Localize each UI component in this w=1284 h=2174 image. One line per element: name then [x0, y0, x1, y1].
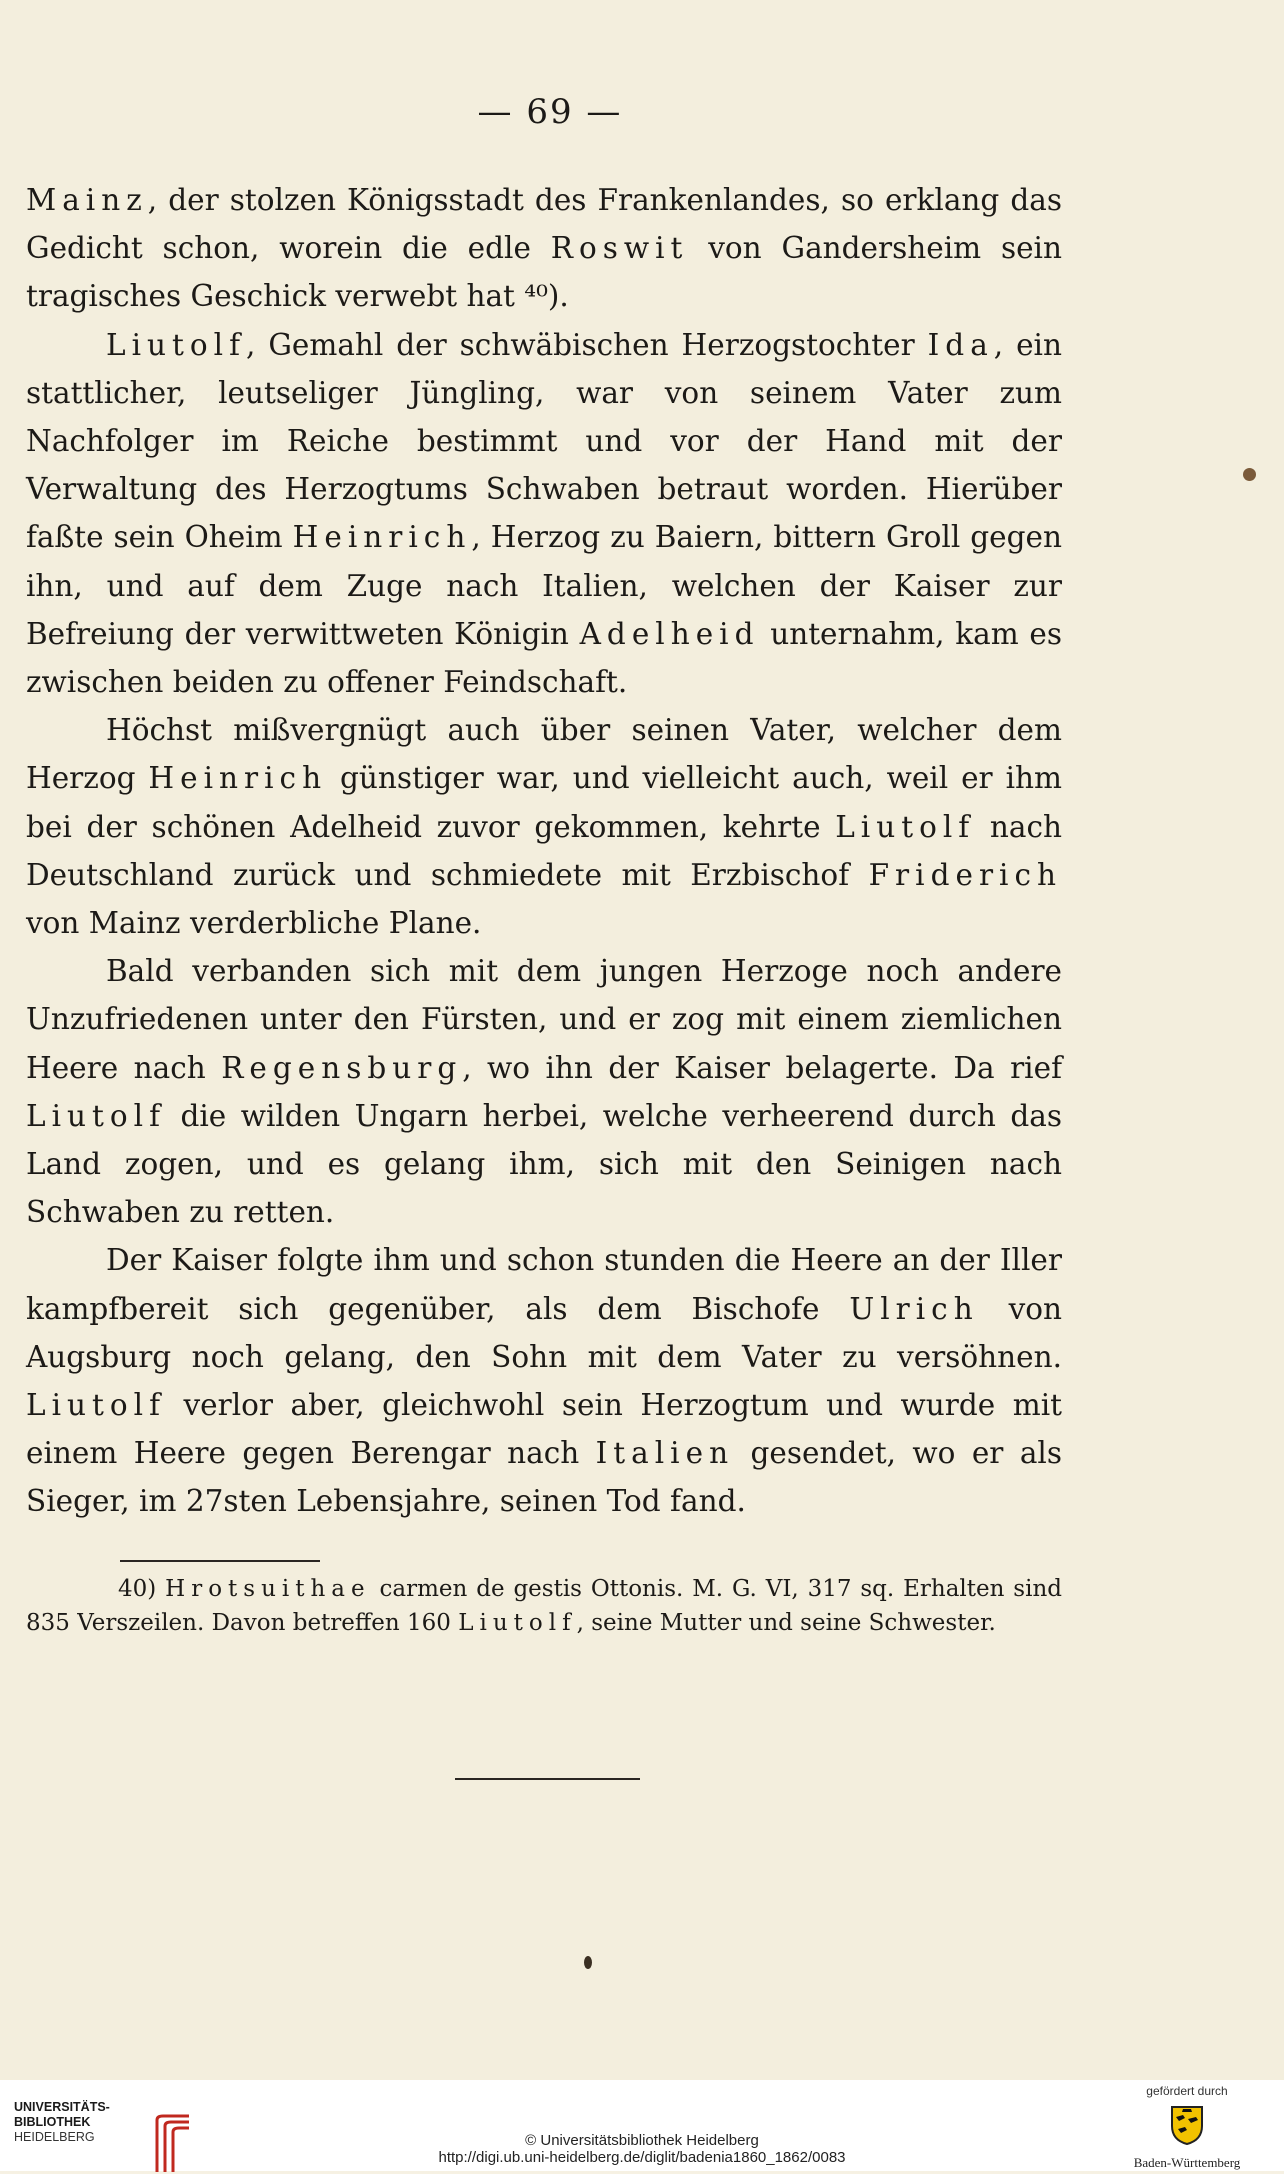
text-run: verlor aber, gleichwohl sein Herzogtum und wurde mit einem Heere gegen Berengar nach [26, 1388, 1062, 1471]
footnote-divider [120, 1560, 320, 1562]
text-run: gesendet, wo er als Sieger, im 27sten Lebensjahre, seinen Tod fand. [26, 1436, 1062, 1519]
text-run: Der Kaiser folgte ihm und schon stunden die Heere an der Iller kampfbereit sich gegenüber, als dem Bischofe [26, 1243, 1062, 1326]
library-name-line3: HEIDELBERG [14, 2130, 95, 2144]
paragraph [26, 321, 1062, 707]
text-run: Bald verbanden sich mit dem jungen Herzoge noch andere Unzufriedenen unter den Fürsten, und er zog mit einem ziemlichen Heere nach [26, 954, 1062, 1085]
end-divider [455, 1778, 640, 1780]
spaced-name: Regensburg [221, 1050, 463, 1085]
ink-speck [584, 1956, 592, 1969]
spaced-name: Liutolf [458, 1610, 577, 1636]
spaced-name: Liutolf [26, 1098, 166, 1133]
text-run: unternahm, kam es zwischen beiden zu offener Feindschaft. [26, 616, 1062, 700]
footer-credits [0, 2132, 1284, 2166]
spaced-name: Italien [595, 1436, 735, 1471]
text-run: , Gemahl der schwäbischen Herzogstochter [246, 327, 928, 362]
coat-of-arms-icon [1169, 2104, 1205, 2146]
spaced-name: Heinrich [148, 761, 328, 796]
spaced-name: Hrotsuithae [165, 1576, 371, 1602]
source-url-link[interactable]: http://digi.ub.uni-heidelberg.de/diglit/badenia1860_1862/0083 [438, 2149, 846, 2166]
footnote-text [26, 1576, 1062, 1636]
paragraph [26, 176, 1062, 321]
page-number: — 69 — [477, 92, 623, 132]
spaced-name: Ulrich [849, 1291, 979, 1326]
spaced-name: Liutolf [26, 1388, 166, 1423]
spaced-name: Roswit [550, 231, 689, 266]
paragraph [26, 947, 1062, 1236]
text-run: Höchst mißvergnügt auch über seinen Vater, welcher dem Herzog [26, 713, 1062, 796]
text-run: von Mainz verderbliche Plane. [26, 906, 482, 941]
spaced-name: Adelheid [579, 616, 760, 651]
text-run: nach Deutschland zurück und schmiedete mit Erzbischof [26, 809, 1062, 892]
body-text [26, 176, 1062, 1526]
text-run: carmen de gestis Ottonis. M. G. VI, 317 sq. Erhalten sind 835 Verszeilen. Davon betreffen 160 [26, 1576, 1063, 1636]
footer-bar [0, 2080, 1284, 2171]
library-name-line1: UNIVERSITÄTS- [14, 2100, 110, 2114]
paragraph [26, 706, 1062, 947]
text-run: , wo ihn der Kaiser belagerte. Da rief [462, 1050, 1062, 1085]
funder-name: Baden-Württemberg [1133, 2155, 1241, 2170]
spaced-name: Ida [927, 327, 994, 362]
copyright-text: © Universitätsbibliothek Heidelberg [525, 2132, 759, 2149]
text-run: die wilden Ungarn herbei, welche verheerend durch das Land zogen, und es gelang ihm, sich mit den Seinigen nach Schwaben zu retten. [26, 1098, 1062, 1230]
footnote-number: 40) [118, 1576, 157, 1602]
spaced-name: Mainz [26, 183, 148, 217]
paragraph [26, 1236, 1062, 1525]
spaced-name: Heinrich [292, 520, 472, 555]
footnote [26, 1572, 1062, 1640]
funded-label: gefördert durch [1146, 2084, 1228, 2098]
library-name-line2: BIBLIOTHEK [14, 2115, 91, 2129]
text-run: günstiger war, und vielleicht auch, weil er ihm bei der schönen Adelheid zuvor gekommen, kehrte [26, 761, 1062, 844]
spaced-name: Liutolf [106, 327, 246, 362]
text-run: , seine Mutter und seine Schwester. [576, 1610, 996, 1636]
text-run: , Herzog zu Baiern, bittern Groll gegen ihn, und auf dem Zuge nach Italien, welchen der Kaiser zur Befreiung der verwittweten Königin [26, 520, 1062, 651]
spaced-name: Liutolf [835, 809, 976, 844]
spaced-name: Friderich [868, 857, 1062, 892]
funder-block [1112, 2084, 1262, 2171]
text-run: von Augsburg noch gelang, den Sohn mit dem Vater zu versöhnen. [26, 1291, 1062, 1374]
ink-speck [1243, 468, 1256, 481]
text-run: , ein stattlicher, leutseliger Jüngling, war von seinem Vater zum Nachfolger im Reiche bestimmt und vor der Hand mit der Verwaltung des Herzogtums Schwaben betraut worden. Hierüber faßte sein Oheim [26, 327, 1062, 555]
text-run: , der stolzen Königsstadt des Frankenlandes, so erklang das Gedicht schon, worein die edle [26, 183, 1062, 266]
text-run: von Gandersheim sein tragisches Geschick verwebt hat ⁴⁰). [26, 231, 1062, 314]
